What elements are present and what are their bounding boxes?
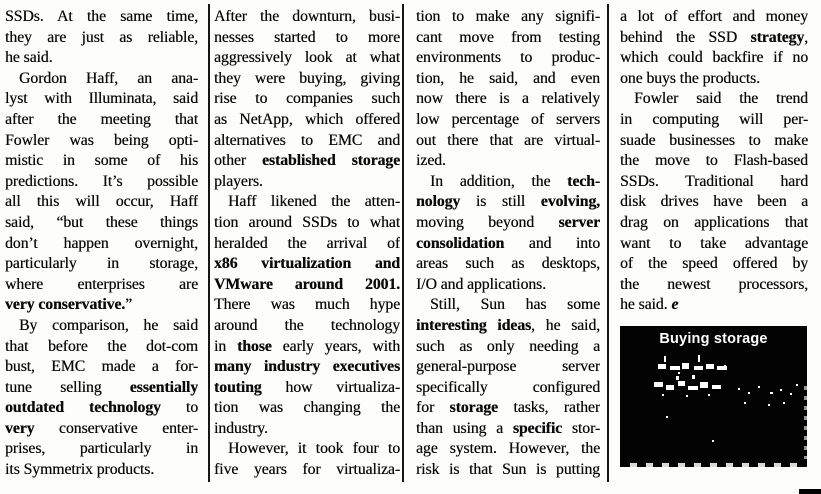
text-line: Fowler was being opti- xyxy=(5,131,198,149)
text-line: now there is a relatively xyxy=(416,90,600,108)
text-line: mistic in some of his xyxy=(5,152,198,170)
text-line: after the meeting that xyxy=(5,110,198,128)
text-line: said, “but these things xyxy=(5,213,198,231)
text-line: Gordon Haff, an ana- xyxy=(19,69,198,87)
paragraph xyxy=(5,7,198,69)
text-line: want to take advantage xyxy=(620,234,808,252)
text-line: Fowler said the trend xyxy=(634,90,808,108)
text-line: tune selling essentially xyxy=(5,378,198,396)
text-line: nesses started to more xyxy=(214,28,400,46)
text-line: a lot of effort and money xyxy=(620,8,808,25)
text-line: outdated technology to xyxy=(5,399,198,417)
text-line: which could backfire if no xyxy=(620,49,808,67)
paragraph xyxy=(620,7,808,89)
photo-box-bottom-scan-dashes xyxy=(630,463,797,467)
text-line: for storage tasks, rather xyxy=(416,399,600,417)
end-of-article-mark: e xyxy=(667,296,679,314)
paragraph xyxy=(214,439,400,480)
text-line: other established storage xyxy=(214,152,400,170)
paragraph xyxy=(416,7,600,172)
text-line: areas such as desktops, xyxy=(416,255,600,273)
text-line: lyst with Illuminata, said xyxy=(5,90,198,108)
text-line: its Symmetrix products. xyxy=(5,461,155,479)
text-line: behind the SSD strategy, xyxy=(620,28,808,46)
paragraph xyxy=(5,316,198,481)
text-line: where enterprises are xyxy=(5,275,198,293)
text-line: age system. However, the xyxy=(416,440,600,458)
text-line: cant move from testing xyxy=(416,28,600,46)
text-line: prises, particularly in xyxy=(5,440,198,458)
text-line: predictions. It’s possible xyxy=(5,172,198,190)
text-line: In addition, the tech- xyxy=(430,172,600,190)
paragraph xyxy=(416,172,600,296)
text-line: Still, Sun has some xyxy=(430,296,600,314)
text-line: drag on applications that xyxy=(620,213,808,231)
column-rule-2 xyxy=(402,4,404,482)
text-line: tion to make any signifi- xyxy=(416,8,600,25)
photo-noise-speckles xyxy=(620,350,807,467)
text-line: suade businesses to make xyxy=(620,131,808,149)
text-line: around the technology xyxy=(214,316,400,334)
text-line: five years for virtualiza- xyxy=(214,461,400,479)
text-line: in computing will per- xyxy=(620,110,808,128)
article-column-2 xyxy=(214,7,400,481)
text-line: the newest processors, xyxy=(620,275,808,293)
text-line: many industry executives xyxy=(214,358,400,376)
text-line: SSDs. Traditional hard xyxy=(620,172,808,190)
text-line: of the speed offered by xyxy=(620,255,808,273)
page-corner-mark xyxy=(799,489,821,494)
text-line: consolidation and into xyxy=(416,234,600,252)
text-line: environments to produc- xyxy=(416,49,600,67)
text-line: x86 virtualization and xyxy=(214,255,400,273)
article-column-3 xyxy=(416,7,600,481)
text-line: There was much hype xyxy=(214,296,400,314)
text-line: one buys the products. xyxy=(620,69,760,87)
text-line: general-purpose server xyxy=(416,358,600,376)
text-line: nology is still evolving, xyxy=(416,193,600,211)
text-line: the move to Flash-based xyxy=(620,152,808,170)
text-line: tion around SSDs to what xyxy=(214,213,400,231)
paragraph xyxy=(620,89,808,316)
text-line: don’t happen overnight, xyxy=(5,234,198,252)
text-line: moving beyond server xyxy=(416,213,600,231)
text-line: industry. xyxy=(214,419,268,437)
text-line: tion, he said, and even xyxy=(416,69,600,87)
text-line: touting how virtualiza- xyxy=(214,378,400,396)
text-line: in those early years, with xyxy=(214,337,400,355)
text-line: I/O and applications. xyxy=(416,275,546,293)
text-line: rise to companies such xyxy=(214,90,400,108)
text-line: he said. xyxy=(5,49,53,67)
text-line: ized. xyxy=(416,152,446,170)
column-rule-3 xyxy=(607,4,609,482)
text-line: out there that are virtual- xyxy=(416,131,600,149)
text-line: By comparison, he said xyxy=(19,316,198,334)
text-line: VMware around 2001. xyxy=(214,275,400,293)
text-line: he said. e xyxy=(620,296,679,314)
paragraph xyxy=(416,295,600,480)
text-line: that before the dot-com xyxy=(5,337,198,355)
text-line: particularly in storage, xyxy=(5,255,198,273)
text-line: bust, EMC made a for- xyxy=(5,358,198,376)
text-line: However, it took four to xyxy=(228,440,400,458)
buying-storage-photo-box xyxy=(620,326,807,467)
article-column-4 xyxy=(620,7,808,316)
paragraph xyxy=(5,69,198,316)
text-line: low percentage of servers xyxy=(416,110,600,128)
text-line: players. xyxy=(214,172,263,190)
text-line: as NetApp, which offered xyxy=(214,110,400,128)
text-line: they were buying, giving xyxy=(214,69,400,87)
text-line: heralded the arrival of xyxy=(214,234,400,252)
text-line: aggressively look at what xyxy=(214,49,400,67)
text-line: interesting ideas, he said, xyxy=(416,316,600,334)
text-line: alternatives to EMC and xyxy=(214,131,400,149)
text-line: they are just as reliable, xyxy=(5,28,198,46)
text-line: After the downturn, busi- xyxy=(214,8,400,25)
text-line: specifically configured xyxy=(416,378,600,396)
text-line: all this will occur, Haff xyxy=(5,193,198,211)
column-rule-1 xyxy=(208,4,210,482)
photo-box-title: Buying storage xyxy=(659,331,768,347)
text-line: risk is that Sun is putting xyxy=(416,461,600,479)
text-line: tion was changing the xyxy=(214,399,400,417)
paragraph xyxy=(214,7,400,192)
text-line: very conservative.” xyxy=(5,296,133,314)
paragraph xyxy=(214,192,400,439)
text-line: Haff likened the atten- xyxy=(228,193,400,211)
text-line: SSDs. At the same time, xyxy=(5,8,198,25)
text-line: such as only needing a xyxy=(416,337,600,355)
text-line: than using a specific stor- xyxy=(416,419,600,437)
article-column-1 xyxy=(5,7,198,481)
text-line: disk drives have been a xyxy=(620,193,808,211)
photo-box-right-scan-dashes xyxy=(804,386,807,459)
text-line: very conservative enter- xyxy=(5,419,198,437)
